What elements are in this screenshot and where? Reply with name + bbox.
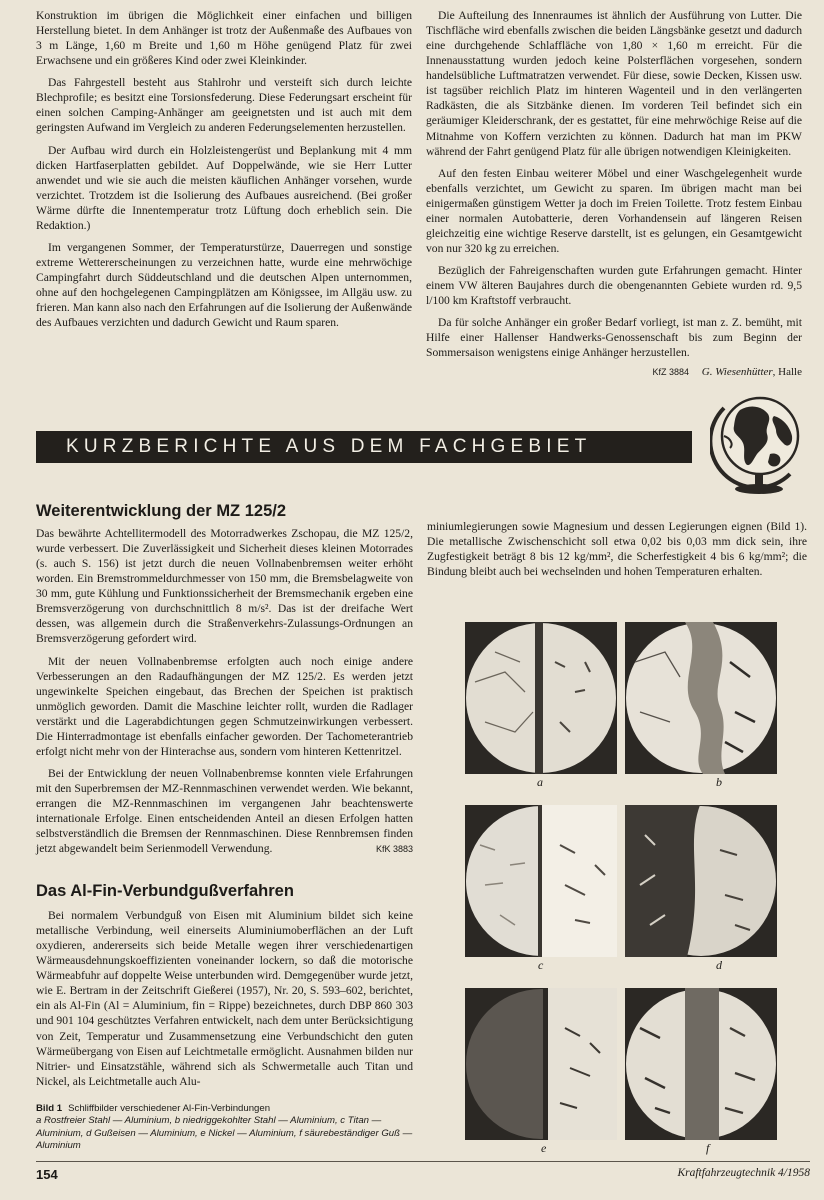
author-place: , Halle [772, 366, 802, 379]
paragraph: Das Fahrgestell besteht aus Stahlrohr und versteift sich durch leichte Blechprofile; es besitzt eine Torsionsfederung. Diese Federungsart erscheint für einen solchen Camping-Anhänger am geeignetsten und ist auch mit dem geringsten Aufwand im Vergleich zu anderen Federungselementen herzustellen. [36, 76, 412, 135]
caption-text: a Rostfreier Stahl — Aluminium, b niedriggekohlter Stahl — Aluminium, c Titan — Aluminium, d Gußeisen — Aluminium, e Nickel — Aluminium, f säurebeständiger Guß — Aluminium [36, 1115, 413, 1151]
micrograph-d [625, 805, 777, 957]
journal-issue: Kraftfahrzeugtechnik 4/1958 [677, 1167, 810, 1179]
paragraph: miniumlegierungen sowie Magnesium und dessen Legierungen eignen (Bild 1). Die metallische Zwischenschicht soll etwa 0,02 bis 0,03 mm dick sein, ihre Zugfestigkeit beträgt 8 bis 12 kg/mm², die Scherfestigkeit 4 bis 6 kg/mm²; die Bindung bleibt auch bei wechselnden und hohen Temperaturen erhalten. [427, 520, 807, 579]
micrograph-label: c [538, 958, 544, 972]
paragraph: Der Aufbau wird durch ein Holzleistengerüst und Beplankung mit 4 mm dicken Hartfaserplatten gebildet. Auf Doppelwände, wie sie Herr Lutter anwendet und wie sie auch die meisten käuflichen Anhänger vorsehen, wurde verzichtet. Trotzdem ist die Isolierung des Aufbaues ausreichend. (Bei großer Wärme dürfte die Innentemperatur trotz Lüftung doch erheblich sein. Die Redaktion.) [36, 143, 412, 232]
micrograph-label: e [541, 1141, 547, 1155]
article-alfin-body [36, 908, 413, 1096]
paragraph: Das bewährte Achtellitermodell des Motorradwerkes Zschopau, die MZ 125/2, wurde verbessert. Die Zuverlässigkeit und Sicherheit dieses kleinen Motorrades (s. auch S. 156) ist jetzt durch die neuen Vollnabenbremsen weiter erhöht worden. Ein Bremstrommeldurchmesser von 150 mm, die Bremsbelagweite von 30 mm, gute Kühlung und Funktionssicherheit der Bremsmechanik ergeben eine Bremsverzögerung von durchschnittlich 8 m/s². Das ist der dreifache Wert dessen, was allgemein durch die Straßenverkehrs-Zulassungs-Ordnungen an Bremsverzögerung gefordert wird. [36, 527, 413, 646]
paragraph: Konstruktion im übrigen die Möglichkeit einer einfachen und billigen Herstellung bietet. In dem Anhänger ist trotz der Außenmaße des Aufbaues von 3 m Länge, 1,60 m Breite und 1,60 m Höhe genügend Platz für zwei Erwachsene und ein größeres Kind oder zwei Kleinkinder. [36, 9, 412, 68]
paragraph: Im vergangenen Sommer, der Temperaturstürze, Dauerregen und sonstige extreme Wettererscheinungen zu verzeichnen hatte, wurde eine mehrwöchige Campingfahrt durch Süddeutschland und die deutschen Alpen unternommen, ohne auf den hochgelegenen Campingplätzen am Königssee, im Allgäu usw. zu frieren. Man kann also nach den Erfahrungen auf die Isolierung der Außenwände des Aufbaues verzichten und dadurch Gewicht und Raum sparen. [36, 240, 413, 330]
article-mz-body [36, 526, 413, 863]
paragraph: Die Aufteilung des Innenraumes ist ähnlich der Ausführung von Lutter. Die Tischfläche wird ebenfalls zwischen die beiden Längsbänke gesetzt und dadurch eine durchgehende Schlaffläche von 1,80 × 1,60 m erreicht. Für die Innenausstattung wurden jedoch keine Polsterflächen vorgesehen, sondern handelsübliche Luftmatratzen verwendet. Für diese, sowie Decken, Kissen usw. ist tagsüber reichlich Platz im hinteren Wagenteil und in den verlängerten Radkästen, die als Sitzbänke dienen. Im vorderen Teil befindet sich ein geräumiger Kleiderschrank, der es gestattet, für eine mehrwöchige Reise auf die Mitnahme von Koffern verzichten zu können. Dadurch hat man im PKW während der Fahrt genügend Platz für alle übrigen notwendigen Kleinigkeiten. [426, 9, 802, 158]
footer-rule [36, 1161, 810, 1162]
article-title-alfin: Das Al-Fin-Verbundgußverfahren [36, 882, 294, 900]
author-name: G. Wiesenhütter [701, 366, 773, 379]
author-signature [426, 365, 802, 379]
micrograph-c [465, 805, 617, 957]
micrograph-b [625, 622, 777, 774]
article-title-mz: Weiterentwicklung der MZ 125/2 [36, 502, 287, 520]
micrograph-label: a [537, 775, 543, 789]
article-continuation-right [426, 8, 802, 380]
paragraph: Da für solche Anhänger ein großer Bedarf vorliegt, ist man z. Z. bemüht, mit Hilfe einer Hallenser Handwerks-Genossenschaft bis zum Beginn der Sommersaison wenigstens einige Anhänger herzustellen. [426, 316, 802, 360]
micrograph-label: b [716, 775, 722, 789]
section-banner: KURZBERICHTE AUS DEM FACHGEBIET [36, 431, 692, 463]
paragraph [36, 766, 413, 856]
caption-label: Bild 1 [36, 1103, 63, 1114]
paragraph: Mit der neuen Vollnabenbremse erfolgten auch noch einige andere Verbesserungen an den Radaufhängungen der MZ 125/2. Es werden jetzt ungewinkelte Speichen eingebaut, das Brechen der Speichen ist praktisch unmöglich geworden. Damit die Maschine leichter rollt, wurden die Radlager verstärkt und die Lagerabdichtungen gegen Schmutzeinwirkungen verbessert. Die Hinterradmontage ist ebenfalls einfacher geworden. Der Tachometerantrieb erfolgt nicht mehr von der Hinterachse aus, sondern vom hinteren Kettenritzel. [36, 654, 413, 758]
article-continuation-left [36, 8, 412, 337]
micrograph-a [465, 622, 617, 774]
figure-caption [36, 1103, 416, 1152]
micrograph-f [625, 988, 777, 1140]
micrograph-label: f [706, 1141, 710, 1155]
micrograph-label: d [716, 958, 722, 972]
paragraph: Auf den festen Einbau weiterer Möbel und einer Waschgelegenheit wurde ebenfalls verzichtet, um Gewicht zu sparen. Im übrigen macht man bei einigermaßen günstigem Wetter ja doch im Freien Toilette. Trotz festem Einbau einer normalen Autobatterie, deren Vorhandensein auf längeren Reisen gleichzeitig eine wichtige Reserve darstellt, ist es gelungen, ein Gesamtgewicht von nur 320 kg zu erreichen. [426, 166, 802, 255]
page-number: 154 [36, 1167, 58, 1182]
reference-number: KfZ 3884 [652, 367, 690, 378]
paragraph: Bezüglich der Fahreigenschaften wurden gute Erfahrungen gemacht. Hinter einem VW älteren Baujahres durch die obengenannten Gebiete wurden rd. 9,5 l/100 km Kraftstoff verbraucht. [426, 264, 802, 308]
paragraph-text: Bei der Entwicklung der neuen Vollnabenbremse konnten viele Erfahrungen mit den Superbremsen der MZ-Rennmaschinen verwendet werden. Wie bekannt, errangen die MZ-Rennmaschinen im vergangenen Jahr beachtenswerte internationale Erfolge. Einen entscheidenden Anteil an diesen Erfolgen hatten selbstverständlich die Bremsen der Rennmaschinen. Diese Rennbremsen finden jetzt abgewandelt beim Serienmodell Verwendung. [36, 766, 413, 856]
paragraph: Bei normalem Verbundguß von Eisen mit Aluminium bildet sich keine metallische Verbindung, weil einerseits Aluminiumoberflächen an der Luft oxydieren, andererseits sich beide Metalle wegen ihrer verschiedenartigen Wärmeausdehnungskoeffizienten voneinander lockern, so daß die motorische Wärmeabfuhr auf doppelte Weise unterbunden wird. Demgegenüber wurde jetzt, wie E. Bertram in der Zeitschrift Gießerei (1957), Nr. 20, S. 593–602, berichtet, ein als Al-Fin (Al = Aluminium, fin = Rippe) bezeichnetes, durch DBP 860 303 und 901 104 geschütztes Verfahren entwickelt, nach dem unter Berücksichtigung von Zeit, Temperatur und Zusammensetzung eine Verbundschicht den guten Wärmeübergang von Eisen auf Leichtmetalle ermöglicht. Ausnahmen bilden nur Nitrier- und Einsatzstähle, während sich als Schwermetalle auch Titan und Nickel, als Leichtmetalle auch Alu- [36, 909, 413, 1088]
globe-icon [710, 388, 808, 496]
micrograph-e [465, 988, 617, 1140]
reference-number: KfK 3883 [375, 844, 413, 855]
article-alfin-continuation [427, 519, 807, 586]
caption-title: Schliffbilder verschiedener Al-Fin-Verbindungen [68, 1103, 271, 1114]
